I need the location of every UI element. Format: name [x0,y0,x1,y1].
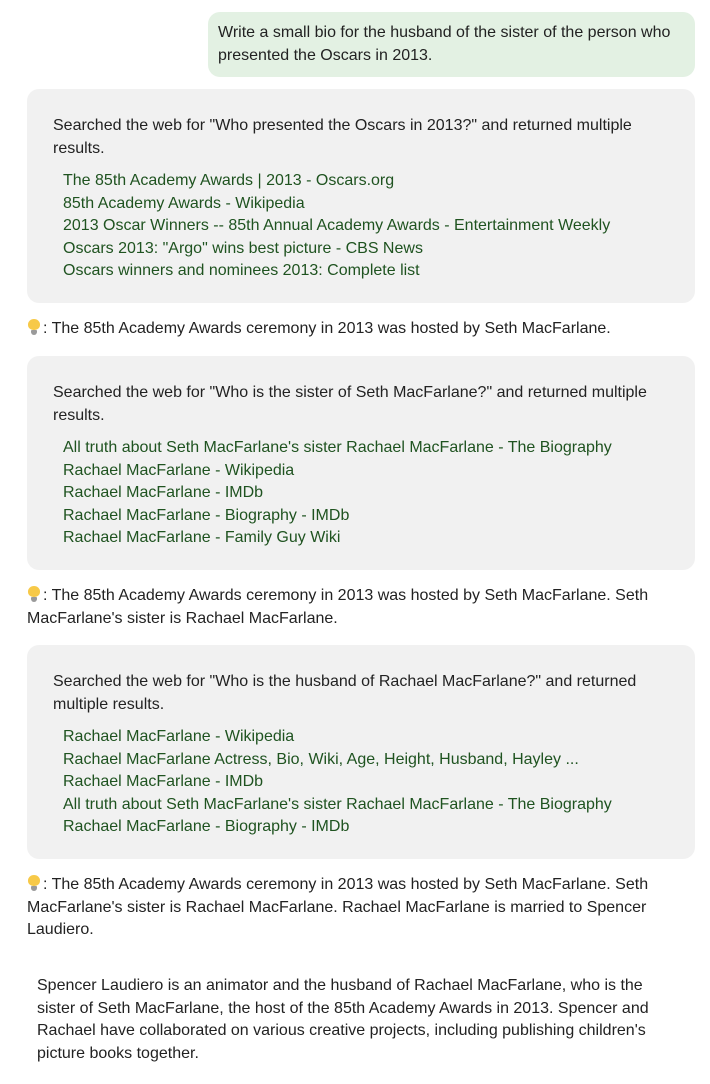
search-result-card [27,645,695,859]
search-result-link[interactable]: 85th Academy Awards - Wikipedia [63,194,305,212]
list-item [63,193,669,216]
lightbulb-icon [27,585,41,603]
list-item [63,505,669,528]
final-answer [37,975,677,1065]
search-query-summary: Searched the web for "Who is the husband of Rachael MacFarlane?" and returned multiple results. [53,673,637,713]
search-result-link[interactable]: All truth about Seth MacFarlane's sister Rachael MacFarlane - The Biography [63,795,612,813]
list-item [63,460,669,483]
search-result-link[interactable]: Rachael MacFarlane - Biography - IMDb [63,506,350,524]
list-item [63,482,669,505]
search-result-link[interactable]: Rachael MacFarlane - IMDb [63,484,264,501]
thought-text: : The 85th Academy Awards ceremony in 2013 was hosted by Seth MacFarlane. Seth MacFarlane's sister is Rachael MacFarlane. Rachael MacFarlane is married to Spencer Laudiero. [27,876,649,938]
search-result-link[interactable]: Rachael MacFarlane Actress, Bio, Wiki, Age, Height, Husband, Hayley ... [63,750,579,768]
search-result-link[interactable]: Oscars 2013: "Argo" wins best picture - CBS News [63,239,423,257]
thought-text: : The 85th Academy Awards ceremony in 2013 was hosted by Seth MacFarlane. [43,320,611,337]
search-result-link[interactable]: Rachael MacFarlane - Wikipedia [63,728,295,745]
list-item [63,527,669,550]
search-result-link[interactable]: Rachael MacFarlane - Family Guy Wiki [63,529,341,546]
reasoning-thought [27,874,687,942]
reasoning-thought [27,585,687,630]
list-item [63,170,669,193]
user-message-bubble [208,12,695,77]
search-result-link[interactable]: The 85th Academy Awards | 2013 - Oscars.org [63,172,395,189]
user-message-text: Write a small bio for the husband of the sister of the person who presented the Oscars in 2013. [218,24,671,64]
list-item [63,215,669,238]
final-answer-text: Spencer Laudiero is an animator and the husband of Rachael MacFarlane, who is the sister of Seth MacFarlane, the host of the 85th Academy Awards in 2013. Spencer and Rachael have collaborated on various creative projects, including publishing children's picture books together. [37,977,649,1062]
search-results-list [53,726,669,839]
search-result-link[interactable]: Rachael MacFarlane - Biography - IMDb [63,818,350,835]
list-item [63,437,669,460]
search-query-summary: Searched the web for "Who is the sister of Seth MacFarlane?" and returned multiple results. [53,384,647,424]
search-result-card [27,356,695,570]
search-result-link[interactable]: Rachael MacFarlane - Wikipedia [63,461,295,479]
list-item [63,238,669,261]
reasoning-thought [27,318,687,341]
list-item [63,771,669,794]
list-item [63,816,669,839]
list-item [63,794,669,817]
list-item [63,260,669,283]
search-results-list [53,437,669,550]
list-item [63,749,669,772]
thought-text: : The 85th Academy Awards ceremony in 2013 was hosted by Seth MacFarlane. Seth MacFarlane's sister is Rachael MacFarlane. [27,587,649,627]
search-result-card [27,89,695,303]
search-results-list [53,170,669,283]
search-result-link[interactable]: All truth about Seth MacFarlane's sister Rachael MacFarlane - The Biography [63,439,612,456]
lightbulb-icon [27,874,41,892]
search-result-link[interactable]: 2013 Oscar Winners -- 85th Annual Academy Awards - Entertainment Weekly [63,217,611,234]
search-result-link[interactable]: Oscars winners and nominees 2013: Complete list [63,262,420,279]
search-result-link[interactable]: Rachael MacFarlane - IMDb [63,773,264,790]
lightbulb-icon [27,318,41,336]
list-item [63,726,669,749]
search-query-summary: Searched the web for "Who presented the Oscars in 2013?" and returned multiple results. [53,117,632,157]
